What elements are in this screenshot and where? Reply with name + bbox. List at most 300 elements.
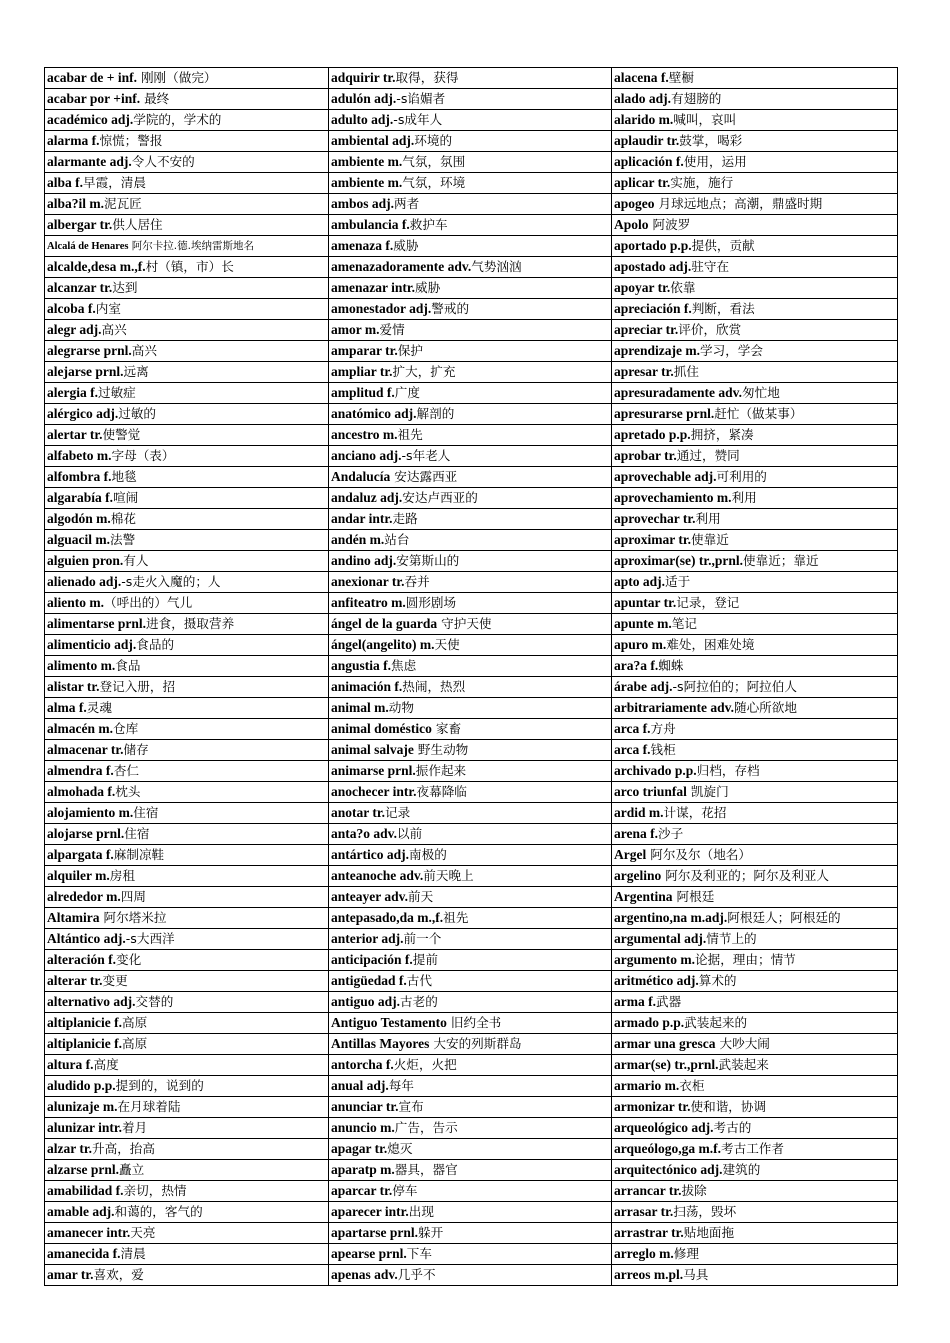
definition: 气氛，氛围 bbox=[402, 154, 466, 169]
headword: animarse prnl. bbox=[331, 763, 416, 778]
definition: 变更 bbox=[102, 973, 128, 988]
vocab-entry-cell bbox=[612, 740, 898, 761]
table-row bbox=[45, 1160, 898, 1181]
table-row bbox=[45, 1181, 898, 1202]
definition: 衣柜 bbox=[679, 1078, 705, 1093]
vocab-entry-cell bbox=[612, 362, 898, 383]
vocab-entry-cell bbox=[329, 971, 612, 992]
vocab-entry-cell bbox=[612, 425, 898, 446]
headword: alguien pron. bbox=[47, 553, 124, 568]
vocab-entry-cell bbox=[329, 1202, 612, 1223]
definition: 高度 bbox=[93, 1057, 119, 1072]
headword: amonestador adj. bbox=[331, 301, 432, 316]
headword: aplicar tr. bbox=[614, 175, 671, 190]
headword: alcalde,desa m.,f. bbox=[47, 259, 146, 274]
headword: alfombra f. bbox=[47, 469, 112, 484]
definition: 有人 bbox=[123, 553, 149, 568]
definition: 扫荡，毁坏 bbox=[673, 1204, 737, 1219]
headword: almacenar tr. bbox=[47, 742, 124, 757]
definition: 威胁 bbox=[415, 280, 441, 295]
definition: 提供，贡献 bbox=[691, 238, 755, 253]
vocab-entry-cell bbox=[329, 1118, 612, 1139]
headword: andén m. bbox=[331, 532, 385, 547]
vocab-entry-cell bbox=[329, 929, 612, 950]
vocab-entry-cell bbox=[612, 110, 898, 131]
vocab-entry-cell bbox=[45, 677, 329, 698]
headword: angustia f. bbox=[331, 658, 392, 673]
vocab-entry-cell bbox=[329, 824, 612, 845]
definition: 阿尔及利亚的；阿尔及利亚人 bbox=[661, 868, 829, 883]
definition: 仓库 bbox=[112, 721, 139, 736]
vocab-entry-cell bbox=[329, 1139, 612, 1160]
vocab-entry-cell bbox=[45, 1097, 329, 1118]
definition: 夜幕降临 bbox=[416, 784, 467, 799]
definition: 供人居住 bbox=[112, 217, 163, 232]
headword: altura f. bbox=[47, 1057, 94, 1072]
vocab-entry-cell bbox=[45, 1055, 329, 1076]
definition: 记录 bbox=[385, 805, 411, 820]
vocab-entry-cell bbox=[612, 530, 898, 551]
vocab-entry-cell bbox=[45, 362, 329, 383]
vocab-entry-cell bbox=[612, 278, 898, 299]
definition: 喜欢，爱 bbox=[93, 1267, 144, 1282]
vocab-entry-cell bbox=[329, 215, 612, 236]
table-row bbox=[45, 404, 898, 425]
definition: 过敏的 bbox=[118, 406, 157, 421]
definition: 计谋，花招 bbox=[663, 805, 727, 820]
definition: 威胁 bbox=[393, 238, 419, 253]
vocab-entry-cell bbox=[45, 341, 329, 362]
table-row bbox=[45, 782, 898, 803]
definition: 令人不安的 bbox=[131, 154, 195, 169]
definition: 沙子 bbox=[658, 826, 684, 841]
definition: 食品 bbox=[115, 658, 141, 673]
vocab-entry-cell bbox=[45, 635, 329, 656]
vocab-entry-cell bbox=[329, 236, 612, 257]
definition: 马具 bbox=[683, 1267, 709, 1282]
vocab-entry-cell bbox=[45, 446, 329, 467]
table-row bbox=[45, 530, 898, 551]
headword: animal doméstico bbox=[331, 721, 432, 736]
vocab-entry-cell bbox=[612, 1265, 898, 1286]
definition: 随心所欲地 bbox=[733, 700, 797, 715]
definition: 赶忙（做某事） bbox=[714, 406, 803, 421]
headword: alimenticio adj. bbox=[47, 637, 137, 652]
definition: 阿波罗 bbox=[648, 217, 691, 232]
headword: anochecer intr. bbox=[331, 784, 417, 799]
definition: 停车 bbox=[392, 1183, 418, 1198]
vocab-entry-cell bbox=[45, 866, 329, 887]
definition: 考古的 bbox=[713, 1120, 752, 1135]
definition: 地毯 bbox=[111, 469, 137, 484]
vocab-entry-cell bbox=[45, 404, 329, 425]
headword: amplitud f. bbox=[331, 385, 395, 400]
vocab-entry-cell bbox=[329, 866, 612, 887]
vocab-entry-cell bbox=[612, 488, 898, 509]
definition: 升高，抬高 bbox=[92, 1141, 155, 1156]
definition: 吞并 bbox=[404, 574, 430, 589]
headword: ambiente m. bbox=[331, 175, 403, 190]
definition: 修理 bbox=[673, 1246, 699, 1261]
headword: amable adj. bbox=[47, 1204, 115, 1219]
vocab-entry-cell bbox=[329, 278, 612, 299]
definition: 抓住 bbox=[673, 364, 699, 379]
table-row bbox=[45, 803, 898, 824]
definition: 阿尔及尔（地名） bbox=[646, 847, 751, 862]
headword: archivado p.p. bbox=[614, 763, 697, 778]
headword: animal m. bbox=[331, 700, 389, 715]
definition: 四周 bbox=[120, 889, 146, 904]
definition: 字母（表） bbox=[111, 448, 175, 463]
headword: antepasado,da m.,f. bbox=[331, 910, 444, 925]
vocab-entry-cell bbox=[612, 908, 898, 929]
headword: almendra f. bbox=[47, 763, 114, 778]
headword: algodón m. bbox=[47, 511, 111, 526]
vocab-entry-cell bbox=[45, 236, 329, 257]
headword: arrasar tr. bbox=[614, 1204, 674, 1219]
headword: andar intr. bbox=[331, 511, 393, 526]
vocab-entry-cell bbox=[329, 1160, 612, 1181]
definition: 亲切，热情 bbox=[123, 1183, 187, 1198]
definition: 使和谐，协调 bbox=[690, 1099, 767, 1114]
definition: 躲开 bbox=[418, 1225, 444, 1240]
vocab-entry-cell bbox=[612, 236, 898, 257]
headword: altiplanicie f. bbox=[47, 1015, 122, 1030]
headword: animal salvaje bbox=[331, 742, 414, 757]
definition: 杏仁 bbox=[113, 763, 139, 778]
definition: 出现 bbox=[408, 1204, 434, 1219]
vocab-entry-cell bbox=[329, 992, 612, 1013]
vocab-entry-cell bbox=[329, 404, 612, 425]
headword: armar una gresca bbox=[614, 1036, 716, 1051]
definition: 祖先 bbox=[397, 427, 423, 442]
definition: 进食，摄取营养 bbox=[146, 616, 235, 631]
definition: 天使 bbox=[434, 637, 460, 652]
vocab-entry-cell bbox=[329, 677, 612, 698]
vocab-entry-cell bbox=[612, 572, 898, 593]
headword: apuro m. bbox=[614, 637, 667, 652]
headword: Argel bbox=[614, 847, 647, 862]
definition: 器具，器官 bbox=[394, 1162, 458, 1177]
headword: argentino,na m.adj. bbox=[614, 910, 728, 925]
table-row bbox=[45, 740, 898, 761]
headword: Alcalá de Henares bbox=[47, 241, 129, 252]
definition: -s阿拉伯的；阿拉伯人 bbox=[672, 679, 797, 694]
headword: alegrarse prnl. bbox=[47, 343, 132, 358]
headword: antigüedad f. bbox=[331, 973, 407, 988]
definition: 下车 bbox=[406, 1246, 432, 1261]
headword: arqueólogo,ga m.f. bbox=[614, 1141, 721, 1156]
table-row bbox=[45, 257, 898, 278]
definition: 安达露西亚 bbox=[390, 469, 458, 484]
definition: 拥挤，紧凑 bbox=[690, 427, 754, 442]
table-row bbox=[45, 1118, 898, 1139]
headword: alteración f. bbox=[47, 952, 116, 967]
vocab-entry-cell bbox=[329, 131, 612, 152]
headword: almohada f. bbox=[47, 784, 116, 799]
definition: 安第斯山的 bbox=[396, 553, 460, 568]
headword: antártico adj. bbox=[331, 847, 409, 862]
headword: animación f. bbox=[331, 679, 403, 694]
vocab-entry-cell bbox=[45, 971, 329, 992]
definition: 熄灭 bbox=[387, 1141, 413, 1156]
headword: alarmante adj. bbox=[47, 154, 132, 169]
headword: alergia f. bbox=[47, 385, 98, 400]
headword: anotar tr. bbox=[331, 805, 385, 820]
headword: arreos m.pl. bbox=[614, 1267, 684, 1282]
headword: argelino bbox=[614, 868, 662, 883]
headword: alimentarse prnl. bbox=[47, 616, 146, 631]
headword: alunizar intr. bbox=[47, 1120, 123, 1135]
vocab-entry-cell bbox=[45, 1160, 329, 1181]
vocab-entry-cell bbox=[329, 887, 612, 908]
headword: aritmético adj. bbox=[614, 973, 699, 988]
headword: alterar tr. bbox=[47, 973, 103, 988]
vocab-entry-cell bbox=[612, 173, 898, 194]
headword: aludido p.p. bbox=[47, 1078, 116, 1093]
headword: ángel de la guarda bbox=[331, 616, 438, 631]
headword: alejarse prnl. bbox=[47, 364, 124, 379]
definition: 祖先 bbox=[443, 910, 469, 925]
headword: apagar tr. bbox=[331, 1141, 388, 1156]
vocab-entry-cell bbox=[329, 383, 612, 404]
headword: amenaza f. bbox=[331, 238, 394, 253]
vocab-entry-cell bbox=[45, 929, 329, 950]
table-row bbox=[45, 656, 898, 677]
headword: armado p.p. bbox=[614, 1015, 685, 1030]
definition: 野生动物 bbox=[413, 742, 469, 757]
headword: ancestro m. bbox=[331, 427, 398, 442]
vocab-entry-cell bbox=[45, 152, 329, 173]
headword: arrancar tr. bbox=[614, 1183, 682, 1198]
definition: 通过，赞同 bbox=[676, 448, 740, 463]
vocab-entry-cell bbox=[329, 320, 612, 341]
headword: altiplanicie f. bbox=[47, 1036, 122, 1051]
definition: 灵魂 bbox=[86, 700, 112, 715]
headword: anterior adj. bbox=[331, 931, 404, 946]
definition: 旧约全书 bbox=[446, 1015, 502, 1030]
vocab-entry-cell bbox=[329, 446, 612, 467]
headword: alado adj. bbox=[614, 91, 672, 106]
table-row bbox=[45, 215, 898, 236]
headword: andaluz adj. bbox=[331, 490, 403, 505]
table-row bbox=[45, 89, 898, 110]
vocab-entry-cell bbox=[612, 719, 898, 740]
headword: arquitectónico adj. bbox=[614, 1162, 723, 1177]
definition: 考古工作者 bbox=[721, 1141, 784, 1156]
definition: 登记入册，招 bbox=[99, 679, 176, 694]
headword: ambiente m. bbox=[331, 154, 403, 169]
headword: aprobar tr. bbox=[614, 448, 677, 463]
headword: alzarse prnl. bbox=[47, 1162, 119, 1177]
headword: andino adj. bbox=[331, 553, 397, 568]
vocab-entry-cell bbox=[329, 467, 612, 488]
definition: 算术的 bbox=[698, 973, 737, 988]
table-row bbox=[45, 1034, 898, 1055]
vocab-entry-cell bbox=[45, 488, 329, 509]
headword: aparecer intr. bbox=[331, 1204, 409, 1219]
definition: 可利用的 bbox=[716, 469, 767, 484]
vocab-entry-cell bbox=[612, 593, 898, 614]
definition: 拔除 bbox=[681, 1183, 707, 1198]
vocab-entry-cell bbox=[612, 656, 898, 677]
definition: 提到的，说到的 bbox=[115, 1078, 204, 1093]
definition: 鼓掌，喝彩 bbox=[679, 133, 743, 148]
definition: 储存 bbox=[123, 742, 149, 757]
vocab-entry-cell bbox=[45, 908, 329, 929]
vocab-entry-cell bbox=[45, 509, 329, 530]
headword: argumental adj. bbox=[614, 931, 707, 946]
definition: 论据，理由；情节 bbox=[695, 952, 796, 967]
definition: 住宿 bbox=[133, 805, 159, 820]
table-row bbox=[45, 1265, 898, 1286]
table-row bbox=[45, 509, 898, 530]
definition: 蜘蛛 bbox=[658, 658, 684, 673]
definition: 内室 bbox=[95, 301, 121, 316]
headword: alegr adj. bbox=[47, 322, 102, 337]
headword: arreglo m. bbox=[614, 1246, 674, 1261]
vocab-entry-cell bbox=[45, 740, 329, 761]
definition: 喧闹 bbox=[113, 490, 139, 505]
vocab-entry-cell bbox=[45, 383, 329, 404]
headword: apenas adv. bbox=[331, 1267, 398, 1282]
vocab-entry-cell bbox=[329, 68, 612, 89]
headword: argumento m. bbox=[614, 952, 695, 967]
definition: 法警 bbox=[110, 532, 136, 547]
table-row bbox=[45, 1097, 898, 1118]
definition: 扩大，扩充 bbox=[392, 364, 456, 379]
vocab-entry-cell bbox=[329, 257, 612, 278]
definition: 前一个 bbox=[403, 931, 442, 946]
vocab-entry-cell bbox=[329, 761, 612, 782]
definition: 提前 bbox=[412, 952, 438, 967]
definition: 喊叫，哀叫 bbox=[673, 112, 737, 127]
definition: 警戒的 bbox=[431, 301, 470, 316]
definition: 早霞，清晨 bbox=[83, 175, 146, 190]
headword: adulto adj. bbox=[331, 112, 394, 127]
definition: 焦虑 bbox=[391, 658, 417, 673]
vocab-entry-cell bbox=[612, 89, 898, 110]
definition: 着月 bbox=[122, 1120, 148, 1135]
headword: alba f. bbox=[47, 175, 84, 190]
definition: 大安的列斯群岛 bbox=[429, 1036, 522, 1051]
headword: armario m. bbox=[614, 1078, 680, 1093]
vocab-entry-cell bbox=[45, 824, 329, 845]
headword: apunte m. bbox=[614, 616, 672, 631]
headword: Altamira bbox=[47, 910, 100, 925]
headword: algarabía f. bbox=[47, 490, 113, 505]
vocab-entry-cell bbox=[329, 1097, 612, 1118]
definition: 变化 bbox=[115, 952, 142, 967]
vocab-entry-cell bbox=[45, 1076, 329, 1097]
definition: 气势汹汹 bbox=[471, 259, 522, 274]
definition: 有翅膀的 bbox=[671, 91, 722, 106]
definition: 安达卢西亚的 bbox=[402, 490, 478, 505]
table-row bbox=[45, 551, 898, 572]
vocab-entry-cell bbox=[329, 152, 612, 173]
headword: Andalucía bbox=[331, 469, 391, 484]
vocab-entry-cell bbox=[329, 194, 612, 215]
headword: armar(se) tr.,prnl. bbox=[614, 1057, 719, 1072]
vocab-entry-cell bbox=[612, 215, 898, 236]
headword: amenazadoramente adv. bbox=[331, 259, 472, 274]
vocab-entry-cell bbox=[329, 656, 612, 677]
definition: 使靠近 bbox=[691, 532, 729, 547]
headword: acabar por +inf. bbox=[47, 91, 141, 106]
vocab-entry-cell bbox=[612, 194, 898, 215]
headword: apresurarse prnl. bbox=[614, 406, 715, 421]
table-row bbox=[45, 299, 898, 320]
definition: -s成年人 bbox=[393, 112, 443, 127]
vocab-entry-cell bbox=[612, 1202, 898, 1223]
definition: 每年 bbox=[388, 1078, 414, 1093]
headword: aplicación f. bbox=[614, 154, 684, 169]
vocab-entry-cell bbox=[45, 761, 329, 782]
definition: 救护车 bbox=[409, 217, 448, 232]
definition: -s年老人 bbox=[401, 448, 451, 463]
vocab-entry-cell bbox=[45, 1244, 329, 1265]
definition: 广度 bbox=[394, 385, 420, 400]
headword: ambos adj. bbox=[331, 196, 395, 211]
headword: alcoba f. bbox=[47, 301, 96, 316]
definition: 阿根廷 bbox=[672, 889, 715, 904]
headword: amparar tr. bbox=[331, 343, 398, 358]
table-row bbox=[45, 593, 898, 614]
definition: 远离 bbox=[123, 364, 149, 379]
definition: 几乎不 bbox=[397, 1267, 436, 1282]
headword: ambiental adj. bbox=[331, 133, 415, 148]
headword: aprovechable adj. bbox=[614, 469, 717, 484]
vocab-entry-cell bbox=[45, 698, 329, 719]
definition: 高兴 bbox=[101, 322, 127, 337]
vocab-entry-cell bbox=[612, 635, 898, 656]
vocab-entry-cell bbox=[45, 1118, 329, 1139]
headword: anunciar tr. bbox=[331, 1099, 399, 1114]
vocab-entry-cell bbox=[329, 110, 612, 131]
vocab-entry-cell bbox=[45, 1181, 329, 1202]
table-row bbox=[45, 992, 898, 1013]
headword: arena f. bbox=[614, 826, 658, 841]
vocab-entry-cell bbox=[329, 1055, 612, 1076]
vocab-entry-cell bbox=[612, 1244, 898, 1265]
vocab-entry-cell bbox=[45, 299, 329, 320]
headword: aprendizaje m. bbox=[614, 343, 700, 358]
definition: 站台 bbox=[384, 532, 410, 547]
vocab-entry-cell bbox=[329, 89, 612, 110]
vocab-entry-cell bbox=[612, 152, 898, 173]
vocab-entry-cell bbox=[612, 950, 898, 971]
definition: 火炬，火把 bbox=[393, 1057, 457, 1072]
definition: 武器 bbox=[655, 994, 682, 1009]
headword: apreciar tr. bbox=[614, 322, 679, 337]
vocab-entry-cell bbox=[329, 1265, 612, 1286]
vocab-entry-cell bbox=[612, 1076, 898, 1097]
headword: aproximar tr. bbox=[614, 532, 691, 547]
vocab-entry-cell bbox=[45, 215, 329, 236]
headword: Antillas Mayores bbox=[331, 1036, 430, 1051]
headword: alojamiento m. bbox=[47, 805, 134, 820]
vocab-entry-cell bbox=[612, 551, 898, 572]
vocab-entry-cell bbox=[45, 530, 329, 551]
table-row bbox=[45, 173, 898, 194]
table-row bbox=[45, 341, 898, 362]
definition: 广告，告示 bbox=[394, 1120, 458, 1135]
headword: arbitrariamente adv. bbox=[614, 700, 734, 715]
headword: aparcar tr. bbox=[331, 1183, 393, 1198]
headword: amabilidad f. bbox=[47, 1183, 124, 1198]
vocab-entry-cell bbox=[45, 551, 329, 572]
headword: alistar tr. bbox=[47, 679, 100, 694]
